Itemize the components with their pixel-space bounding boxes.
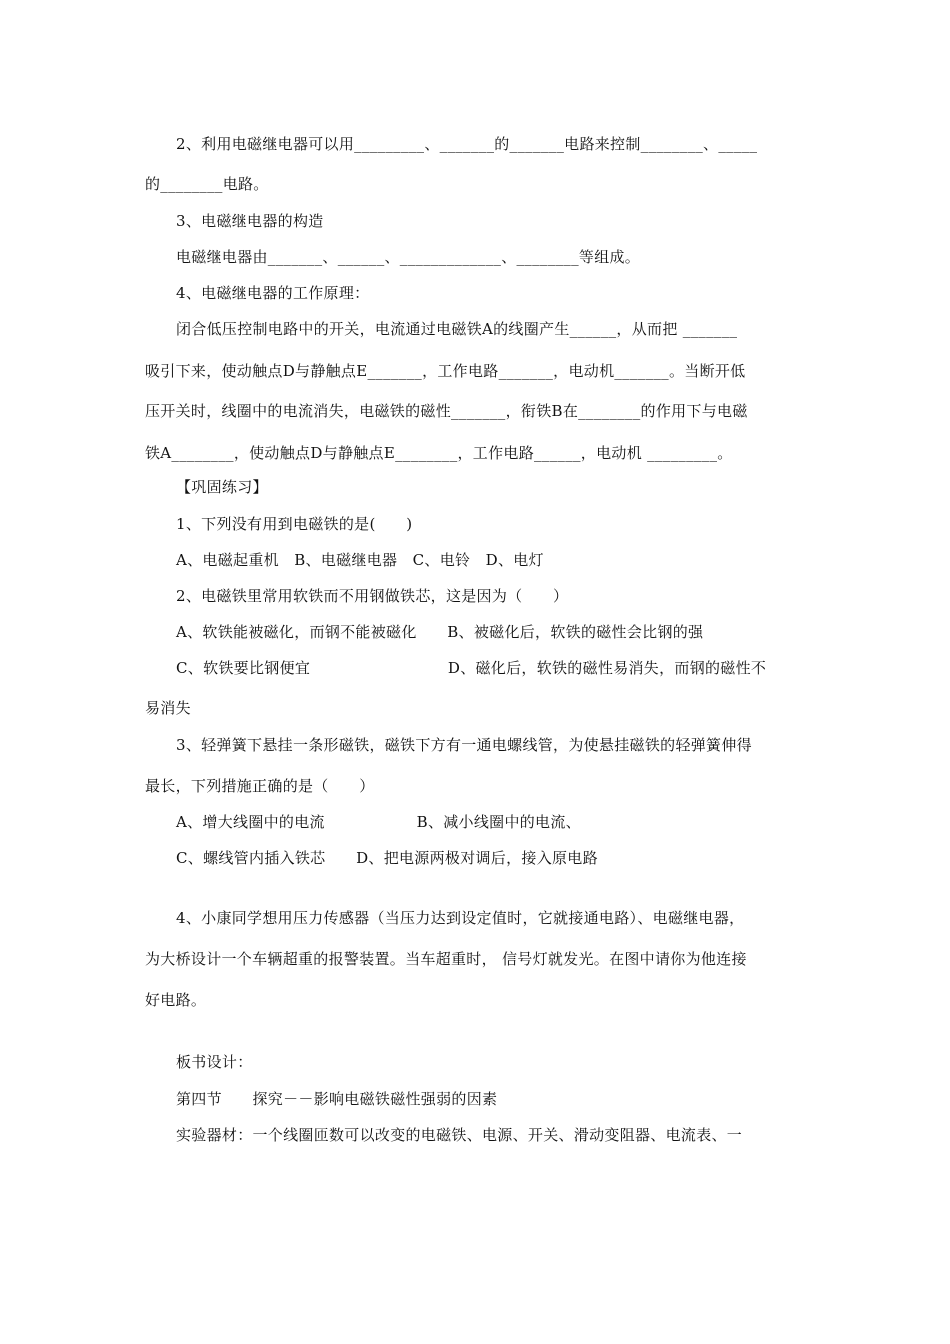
question-3-options-cd: C、螺线管内插入铁芯 D、把电源两极对调后，接入原电路 bbox=[176, 849, 598, 867]
question-4: 4、小康同学想用压力传感器（当压力达到设定值时，它就接通电路）、电磁继电器， bbox=[176, 909, 745, 927]
section-heading: 【巩固练习】 bbox=[176, 478, 268, 496]
text-line: 为大桥设计一个车辆超重的报警装置。当车超重时， 信号灯就发光。在图中请你为他连接 bbox=[145, 950, 747, 968]
question-3: 3、轻弹簧下悬挂一条形磁铁，磁铁下方有一通电螺线管，为使悬挂磁铁的轻弹簧伸得 bbox=[176, 736, 752, 754]
text-line: 压开关时，线圈中的电流消失，电磁铁的磁性_______，衔铁B在________的作用下与电磁 bbox=[145, 402, 748, 420]
text-line: 吸引下来，使动触点D与静触点E_______，工作电路_______，电动机_______。当断开低 bbox=[145, 362, 746, 380]
question-1-options: A、电磁起重机 B、电磁继电器 C、电铃 D、电灯 bbox=[176, 551, 544, 569]
text-line: 闭合低压控制电路中的开关，电流通过电磁铁A的线圈产生______，从而把 _______ bbox=[176, 320, 738, 338]
text-line: 3、电磁继电器的构造 bbox=[176, 212, 324, 230]
text-line: 电磁继电器由_______、______、_____________、________等组成。 bbox=[176, 248, 641, 266]
text-line: 的________电路。 bbox=[145, 175, 269, 193]
text-line: 2、利用电磁继电器可以用_________、_______的_______电路来控制________、_____ bbox=[176, 135, 758, 153]
board-design-materials: 实验器材：一个线圈匝数可以改变的电磁铁、电源、开关、滑动变阻器、电流表、一 bbox=[176, 1126, 743, 1144]
board-design-heading: 板书设计： bbox=[176, 1053, 253, 1071]
question-1: 1、下列没有用到电磁铁的是( ) bbox=[176, 515, 413, 533]
question-2-options-cd: C、软铁要比钢便宜 D、磁化后，软铁的磁性易消失，而钢的磁性不 bbox=[176, 659, 767, 677]
text-line: 最长，下列措施正确的是（ ） bbox=[145, 777, 375, 795]
question-3-options-ab: A、增大线圈中的电流 B、减小线圈中的电流、 bbox=[176, 813, 581, 831]
question-2-options-ab: A、软铁能被磁化，而钢不能被磁化 B、被磁化后，软铁的磁性会比钢的强 bbox=[176, 623, 704, 641]
text-line: 4、电磁继电器的工作原理： bbox=[176, 284, 370, 302]
question-2: 2、电磁铁里常用软铁而不用钢做铁芯，这是因为（ ） bbox=[176, 587, 569, 605]
text-line: 好电路。 bbox=[145, 991, 207, 1009]
text-line: 铁A________，使动触点D与静触点E________，工作电路______，电动机 _________。 bbox=[145, 444, 733, 462]
text-line: 易消失 bbox=[145, 699, 191, 717]
board-design-title: 第四节 探究－－影响电磁铁磁性强弱的因素 bbox=[176, 1090, 498, 1108]
